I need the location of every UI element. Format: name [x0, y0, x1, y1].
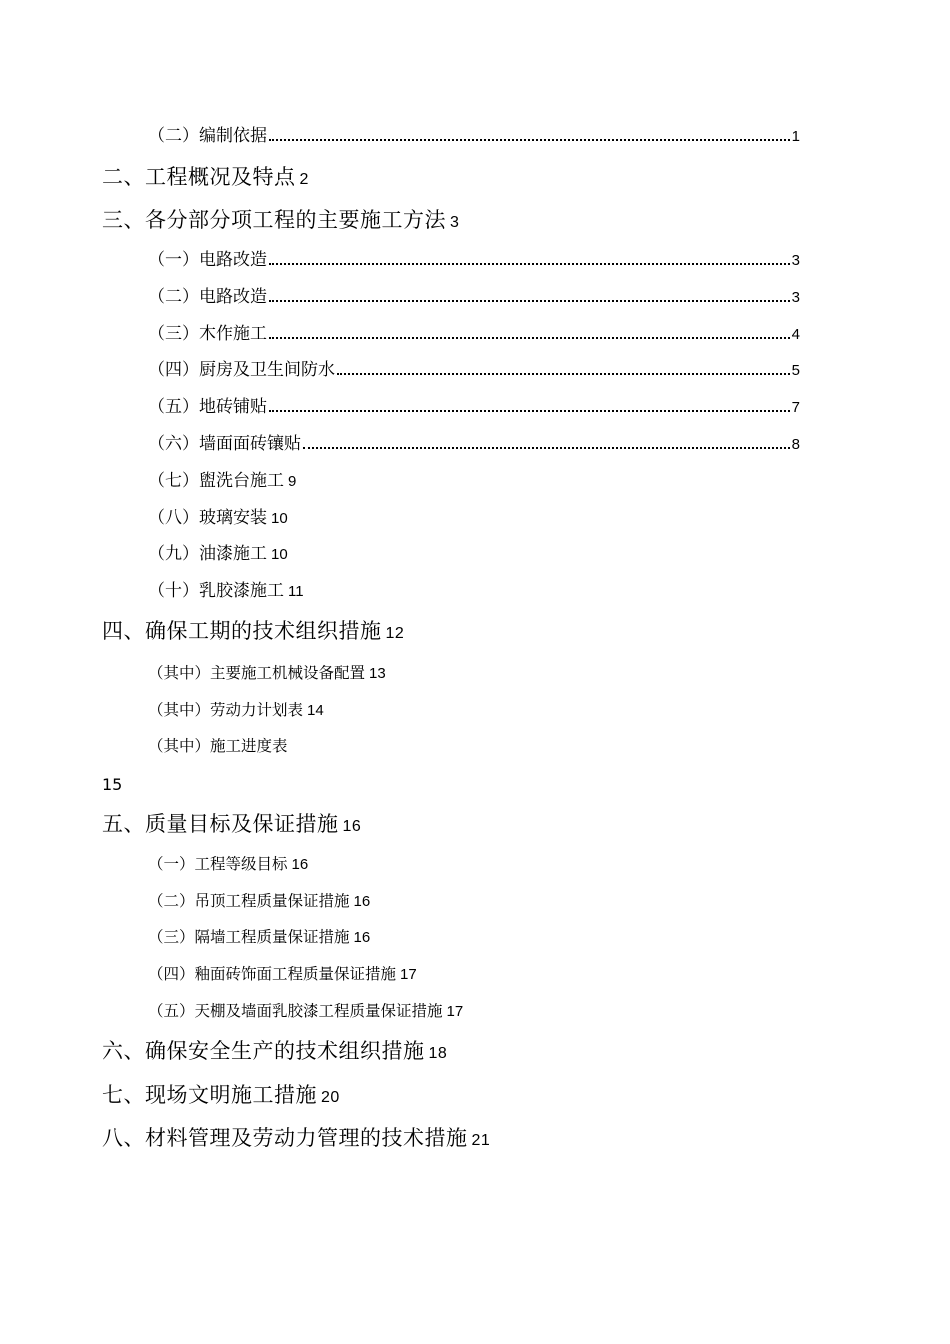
toc-entry-page: 18 — [428, 1045, 448, 1062]
toc-entry-4[interactable] — [148, 289, 800, 306]
toc-entry-16[interactable] — [148, 739, 288, 755]
toc-entry-14[interactable] — [148, 666, 386, 682]
toc-entry-page: 5 — [791, 362, 800, 379]
toc-entry-9[interactable] — [148, 473, 296, 490]
toc-entry-20[interactable] — [148, 894, 370, 910]
toc-entry-title: （三）隔墙工程质量保证措施 — [148, 928, 350, 946]
toc-entry-title: （四）厨房及卫生间防水 — [148, 360, 335, 380]
toc-entry-title: （七）盥洗台施工 — [148, 471, 284, 491]
toc-entry-title: （六）墙面面砖镶贴 — [148, 434, 301, 454]
toc-entry-page: 4 — [791, 326, 800, 343]
toc-entry-page: 3 — [791, 252, 800, 269]
toc-entry-21[interactable] — [148, 930, 370, 946]
toc-entry-title: （一）工程等级目标 — [148, 855, 288, 873]
toc-entry-page: 16 — [342, 818, 362, 835]
toc-entry-13[interactable] — [102, 621, 404, 642]
toc-entry-page: 13 — [369, 665, 386, 682]
toc-entry-title: （三）木作施工 — [148, 324, 267, 344]
dot-leader — [269, 263, 790, 265]
toc-entry-title: （十）乳胶漆施工 — [148, 581, 284, 601]
dot-leader — [269, 300, 790, 302]
toc-entry-page: 11 — [288, 583, 304, 600]
toc-entry-18[interactable] — [102, 814, 361, 835]
toc-entry-0[interactable] — [148, 128, 800, 145]
toc-entry-page: 20 — [321, 1089, 340, 1106]
toc-entry-title: （其中）劳动力计划表 — [148, 701, 304, 719]
toc-entry-title: （四）釉面砖饰面工程质量保证措施 — [148, 965, 397, 983]
toc-entry-page: 16 — [353, 929, 371, 946]
toc-entry-title: 六、确保安全生产的技术组织措施 — [102, 1039, 425, 1063]
toc-entry-15[interactable] — [148, 703, 324, 719]
toc-entry-page: 2 — [299, 171, 309, 188]
toc-entry-10[interactable] — [148, 510, 288, 527]
orphan-page-number: 15 — [102, 775, 123, 794]
toc-entry-page: 16 — [291, 856, 309, 873]
toc-entry-page: 10 — [271, 510, 288, 527]
toc-entry-title: （二）吊顶工程质量保证措施 — [148, 892, 350, 910]
dot-leader — [269, 337, 790, 339]
toc-entry-title: 二、工程概况及特点 — [102, 165, 296, 189]
toc-entry-title: （九）油漆施工 — [148, 544, 267, 564]
toc-entry-page: 17 — [400, 966, 417, 983]
toc-entry-title: （五）地砖铺贴 — [148, 397, 267, 417]
toc-entry-title: （八）玻璃安装 — [148, 508, 267, 528]
toc-entry-7[interactable] — [148, 399, 800, 416]
toc-entry-title: （二）编制依据 — [148, 126, 267, 146]
toc-entry-page: 8 — [791, 436, 800, 453]
toc-entry-title: （其中）主要施工机械设备配置 — [148, 664, 366, 682]
toc-entry-page: 12 — [385, 625, 405, 642]
toc-entry-11[interactable] — [148, 546, 288, 563]
dot-leader — [303, 447, 790, 449]
toc-entry-title: 四、确保工期的技术组织措施 — [102, 619, 382, 643]
toc-entry-24[interactable] — [102, 1041, 447, 1062]
toc-entry-23[interactable] — [148, 1004, 463, 1020]
toc-entry-page: 17 — [446, 1003, 464, 1020]
toc-entry-3[interactable] — [148, 252, 800, 269]
toc-entry-19[interactable] — [148, 857, 308, 873]
toc-entry-page: 1 — [791, 128, 800, 145]
toc-entry-page: 14 — [307, 702, 324, 719]
toc-entry-8[interactable] — [148, 436, 800, 453]
dot-leader — [337, 373, 790, 375]
toc-entry-page: 3 — [450, 214, 460, 231]
toc-entry-title: （五）天棚及墙面乳胶漆工程质量保证措施 — [148, 1002, 443, 1020]
toc-entry-title: 五、质量目标及保证措施 — [102, 812, 339, 836]
toc-entry-page: 9 — [288, 473, 297, 490]
toc-entry-25[interactable] — [102, 1085, 340, 1106]
toc-entry-page: 7 — [791, 399, 800, 416]
toc-entry-title: 三、各分部分项工程的主要施工方法 — [102, 208, 446, 232]
toc-entry-12[interactable] — [148, 583, 304, 600]
toc-entry-page: 10 — [271, 546, 288, 563]
toc-entry-5[interactable] — [148, 326, 800, 343]
toc-entry-22[interactable] — [148, 967, 417, 983]
toc-entry-1[interactable] — [102, 167, 309, 188]
toc-entry-title: 八、材料管理及劳动力管理的技术措施 — [102, 1126, 468, 1150]
toc-entry-2[interactable] — [102, 210, 459, 231]
dot-leader — [269, 139, 790, 141]
toc-entry-26[interactable] — [102, 1128, 490, 1149]
toc-entry-6[interactable] — [148, 362, 800, 379]
toc-entry-title: （其中）施工进度表 — [148, 737, 288, 755]
toc-entry-title: 七、现场文明施工措施 — [102, 1083, 317, 1107]
toc-entry-page: 16 — [353, 893, 371, 910]
dot-leader — [269, 410, 790, 412]
toc-entry-title: （一）电路改造 — [148, 250, 267, 270]
toc-entry-title: （二）电路改造 — [148, 287, 267, 307]
toc-entry-page: 21 — [471, 1132, 491, 1149]
toc-entry-17 — [102, 777, 122, 793]
toc-entry-page: 3 — [791, 289, 800, 306]
